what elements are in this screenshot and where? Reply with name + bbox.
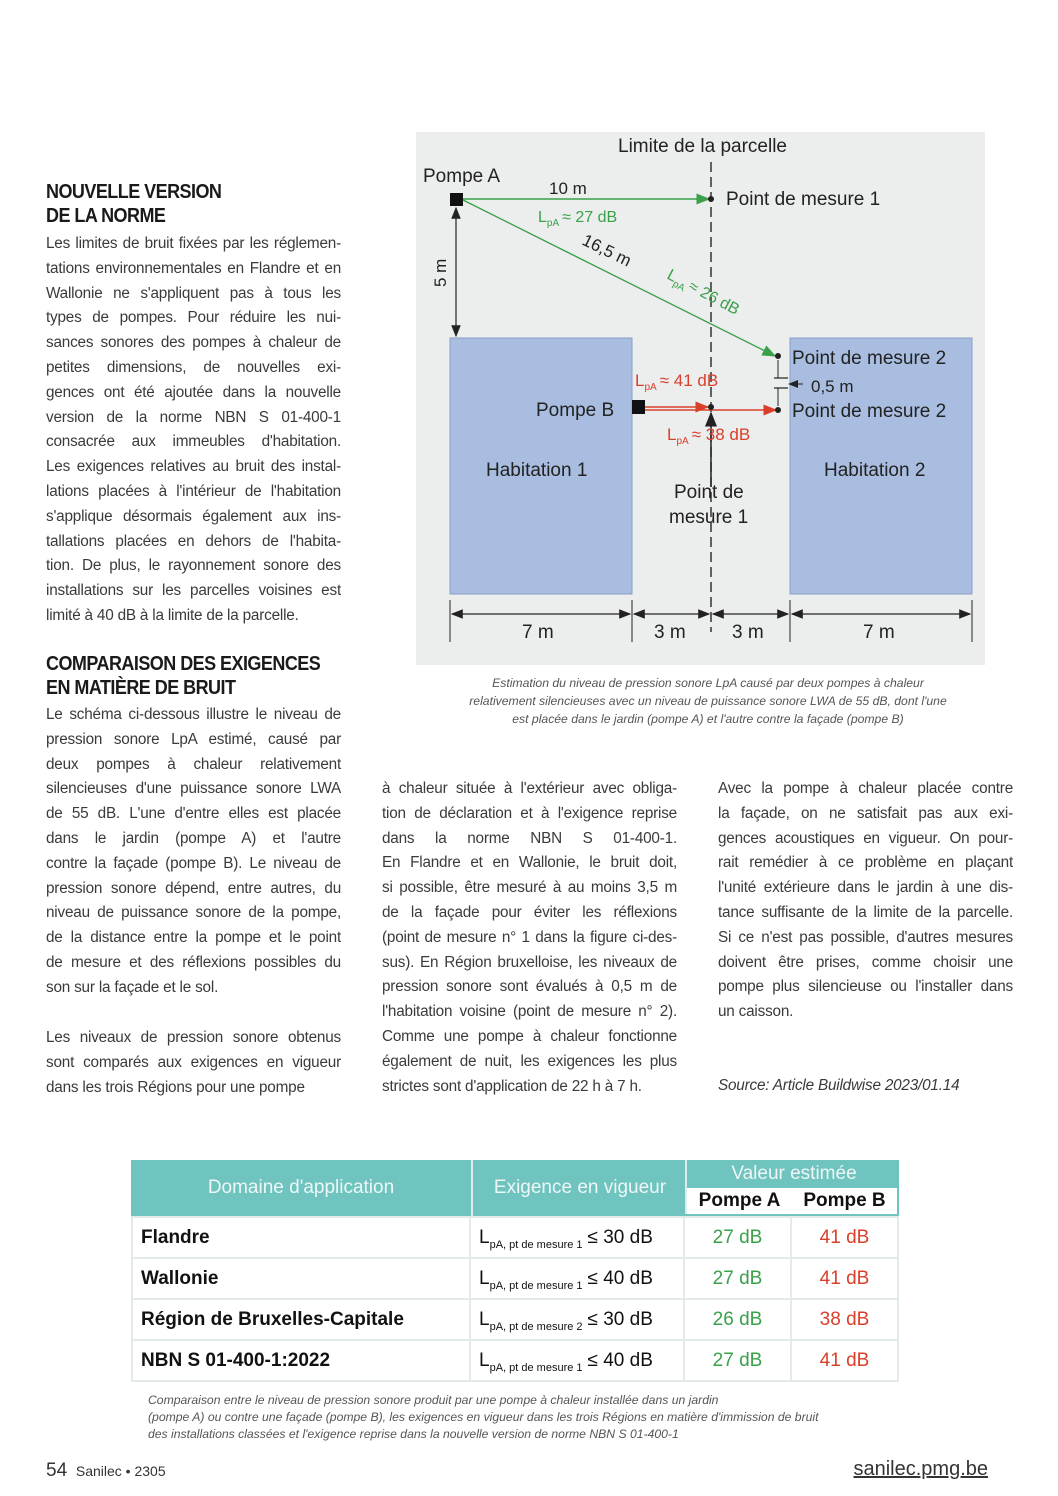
text-line: consacrée aux immeubles d'habitation. [46, 433, 341, 451]
label-habitation-2: Habitation 2 [824, 460, 926, 481]
text-line: Si ce n'est pas possible, d'autres mesures [718, 928, 1013, 946]
text-line: niveau de puissance sonore de la pompe, [46, 904, 341, 922]
heading-line: EN MATIÈRE DE BRUIT [46, 677, 236, 699]
text-line: Les exigences relatives au bruit des instal- [46, 458, 341, 476]
req-subscript: pA, pt de mesure 1 [489, 1361, 583, 1374]
req-value: ≤ 30 dB [587, 1226, 653, 1248]
text-line: s'applique désormais également aux ins- [46, 507, 341, 525]
text-line: pompe plus silencieuse ou l'installer dans [718, 978, 1013, 996]
caption-line: relativement silencieuses avec un niveau de puissance sonore LWA de 55 dB, dont l'une [469, 694, 947, 708]
measure-point-2-dot [775, 407, 781, 413]
text-line: Avec la pompe à chaleur placée contre [718, 780, 1013, 797]
text-line: un caisson. [718, 1003, 794, 1021]
text-line: tance suffisante de la limite de la parcelle. [718, 903, 1013, 921]
label-5m: 5 m [431, 258, 450, 287]
cell-pump-b: 38 dB [792, 1300, 897, 1339]
text-line: gences acoustiques en vigueur. On pour- [718, 829, 1013, 847]
text-line: En Flandre et en Wallonie, le bruit doit, [382, 854, 677, 872]
source-note: Source: Article Buildwise 2023/01.14 [718, 1077, 960, 1094]
table-caption [148, 1392, 908, 1443]
text-line: (point de mesure n° 1 dans la figure ci-des- [382, 928, 677, 946]
label-lpa-38: $L_{pA} \approx 38$ dB [667, 425, 751, 447]
text-line: sont comparés aux exigences en vigueur [46, 1053, 341, 1071]
text-line: gences ont été ajoutée dans la nouvelle [46, 383, 341, 401]
section-paragraph [46, 232, 341, 629]
text-line: tallations placées en dehors de l'habita- [46, 532, 341, 550]
label-7m-right: 7 m [863, 622, 895, 643]
text-line: la façade, on ne satisfait pas aux exi- [718, 804, 1013, 822]
text-line: Les niveaux de pression sonore obtenus [46, 1029, 341, 1046]
text-line: rait remédier à ce problème en plaçant [718, 854, 1013, 872]
website-link[interactable]: sanilec.pmg.be [853, 1458, 988, 1480]
cell-domain: Région de Bruxelles-Capitale [133, 1300, 469, 1339]
cell-domain: Wallonie [133, 1259, 469, 1298]
caption-line: des installations classées et l'exigence reprise dans la nouvelle version de norme NBN S 01-400-1 [148, 1427, 679, 1441]
caption-line: Comparaison entre le niveau de pression sonore produit par une pompe à chaleur installée dans un jardin [148, 1393, 719, 1407]
header-pump-b: Pompe B [792, 1188, 897, 1214]
text-line: doivent être prises, comme choisir une [718, 953, 1013, 971]
caption-line: est placée dans le jardin (pompe A) et l'autre contre la façade (pompe B) [512, 712, 904, 726]
text-line: limité à 40 dB à la limite de la parcelle. [46, 606, 299, 624]
req-subscript: pA, pt de mesure 1 [489, 1238, 583, 1251]
caption-line: (pompe A) ou contre une façade (pompe B), les exigences en vigueur dans les trois Régions en matière d'immission de bruit [148, 1410, 819, 1424]
section-paragraph [46, 1026, 341, 1100]
req-value: ≤ 40 dB [587, 1349, 653, 1371]
arrow-a-to-point-2 [463, 200, 775, 356]
comparison-table [131, 1160, 899, 1382]
label-3m-left: 3 m [654, 622, 686, 643]
label-lpa-26: $L_{pA}\approx 26$ dB [664, 266, 743, 319]
text-line: dans la norme NBN S 01-400-1. [382, 829, 677, 847]
text-line: Comme une pompe à chaleur fonctionne [382, 1027, 677, 1045]
text-line: pression sonore dépend, entre autres, du [46, 879, 341, 897]
text-line: installations sur les parcelles voisines est [46, 582, 341, 600]
page-number: 54 [46, 1460, 68, 1481]
text-line: silencieuses d'une puissance sonore LWA [46, 780, 341, 798]
section-paragraph [46, 703, 341, 1001]
req-subscript: pA, pt de mesure 1 [489, 1279, 583, 1292]
text-line: tion de déclaration et à l'exigence reprise [382, 804, 677, 822]
text-line: Wallonie ne s'appliquent pas à tous les [46, 284, 341, 302]
measure-point-1-dot [708, 196, 714, 202]
cell-domain: NBN S 01-400-1:2022 [133, 1341, 469, 1380]
text-line: également de nuit, les exigences les plus [382, 1052, 677, 1070]
text-line: pression sonore sont évalués à 0,5 m de [382, 978, 677, 996]
pump-b-marker [632, 400, 645, 414]
header-pump-a: Pompe A [685, 1188, 792, 1214]
heading-line: NOUVELLE VERSION [46, 181, 222, 203]
magazine-issue: Sanilec • 2305 [75, 1463, 166, 1479]
label-pompe-a: Pompe A [423, 166, 501, 187]
cell-pump-a: 27 dB [685, 1218, 790, 1257]
section-heading [46, 180, 221, 228]
measure-point-1-dot [708, 404, 714, 410]
diagram [416, 132, 985, 665]
cell-requirement [471, 1300, 683, 1339]
req-symbol: L [479, 1267, 490, 1289]
header-domain: Domaine d'application [207, 1177, 395, 1198]
footer-left [46, 1460, 166, 1482]
text-line: de mesure et des réflexions possibles du [46, 953, 341, 971]
text-line: deux pompes à chaleur relativement [46, 755, 341, 773]
req-symbol: L [479, 1226, 490, 1248]
cell-requirement [471, 1218, 683, 1257]
column-paragraph [718, 777, 1013, 1025]
heading-line: COMPARAISON DES EXIGENCES [46, 653, 321, 675]
measure-point-2-dot [775, 353, 781, 359]
cell-domain: Flandre [133, 1218, 469, 1257]
pump-a-marker [450, 193, 463, 206]
text-line: sus). En Région bruxelloise, les niveaux de [382, 953, 677, 971]
text-line: Le schéma ci-dessous illustre le niveau de [46, 706, 341, 723]
text-line: son sur la façade et le sol. [46, 978, 219, 996]
text-line: pression sonore LpA estimé, causé par [46, 730, 341, 748]
text-line: de 55 dB. L'une d'entre elles est placée [46, 805, 341, 823]
text-line: dans le jardin (pompe A) et l'autre [46, 829, 341, 847]
caption-line: Estimation du niveau de pression sonore LpA causé par deux pompes à chaleur [492, 676, 924, 690]
label-mesure-1: mesure 1 [669, 507, 749, 528]
label-3m-right: 3 m [732, 622, 764, 643]
header-requirement: Exigence en vigueur [471, 1160, 687, 1216]
text-line: si possible, être mesuré à au moins 3,5 m [382, 879, 677, 897]
section-heading [46, 652, 320, 700]
label-10m: 10 m [549, 179, 587, 198]
label-0-5m: 0,5 m [811, 377, 854, 396]
label-habitation-1: Habitation 1 [486, 460, 588, 481]
req-value: ≤ 30 dB [587, 1308, 653, 1330]
text-line: Les limites de bruit fixées par les réglemen- [46, 235, 341, 252]
cell-requirement [471, 1259, 683, 1298]
figure-caption [440, 674, 976, 728]
text-line: lations placées à l'intérieur de l'habitation [46, 482, 341, 500]
label-16-5m: 16,5 m [579, 230, 635, 271]
text-line: petites dimensions, de nouvelles exi- [46, 358, 341, 376]
cell-pump-a: 27 dB [685, 1341, 790, 1380]
label-point-mesure-2-top: Point de mesure 2 [792, 348, 947, 369]
label-point-mesure-1: Point de mesure 1 [726, 189, 881, 210]
text-line: contre la façade (pompe B). Le niveau de [46, 854, 341, 872]
text-line: l'unité extérieure dans le jardin à une dis- [718, 879, 1013, 897]
label-point-mesure-2-bottom: Point de mesure 2 [792, 401, 947, 422]
text-line: types de pompes. Pour réduire les nui- [46, 309, 341, 327]
label-point-de: Point de [674, 482, 744, 503]
text-line: à chaleur située à l'extérieur avec obliga- [382, 780, 677, 797]
text-line: strictes sont d'application de 22 h à 7 h. [382, 1077, 642, 1095]
cell-pump-b: 41 dB [792, 1341, 897, 1380]
label-pompe-b: Pompe B [536, 400, 615, 421]
column-paragraph [382, 777, 677, 1099]
label-lpa-41: $L_{pA} \approx 41$ dB [635, 371, 719, 393]
cell-requirement [471, 1341, 683, 1380]
cell-pump-a: 27 dB [685, 1259, 790, 1298]
text-line: tations environnementales en Flandre et en [46, 259, 341, 277]
cell-pump-b: 41 dB [792, 1218, 897, 1257]
text-line: sances sonores des pompes à chaleur de [46, 334, 341, 352]
heading-line: DE LA NORME [46, 205, 166, 227]
req-value: ≤ 40 dB [587, 1267, 653, 1289]
text-line: dans les trois Régions pour une pompe [46, 1078, 305, 1096]
text-line: de la distance entre la pompe et le point [46, 929, 341, 947]
cell-pump-b: 41 dB [792, 1259, 897, 1298]
text-line: de la façade pour éviter les réflexions [382, 903, 677, 921]
text-line: version de la norme NBN S 01-400-1 [46, 408, 341, 426]
diagram-title: Limite de la parcelle [618, 136, 787, 157]
req-subscript: pA, pt de mesure 2 [489, 1320, 583, 1333]
header-estimated: Valeur estimée [685, 1160, 901, 1188]
req-symbol: L [479, 1349, 490, 1371]
cell-pump-a: 26 dB [685, 1300, 790, 1339]
label-7m-left: 7 m [522, 622, 554, 643]
text-line: tion. De plus, le rayonnement sonore des [46, 557, 341, 575]
req-symbol: L [479, 1308, 490, 1330]
text-line: l'habitation voisine (point de mesure n° 2). [382, 1003, 677, 1021]
label-lpa-27: $L_{pA} \approx 27$ dB [538, 209, 618, 229]
